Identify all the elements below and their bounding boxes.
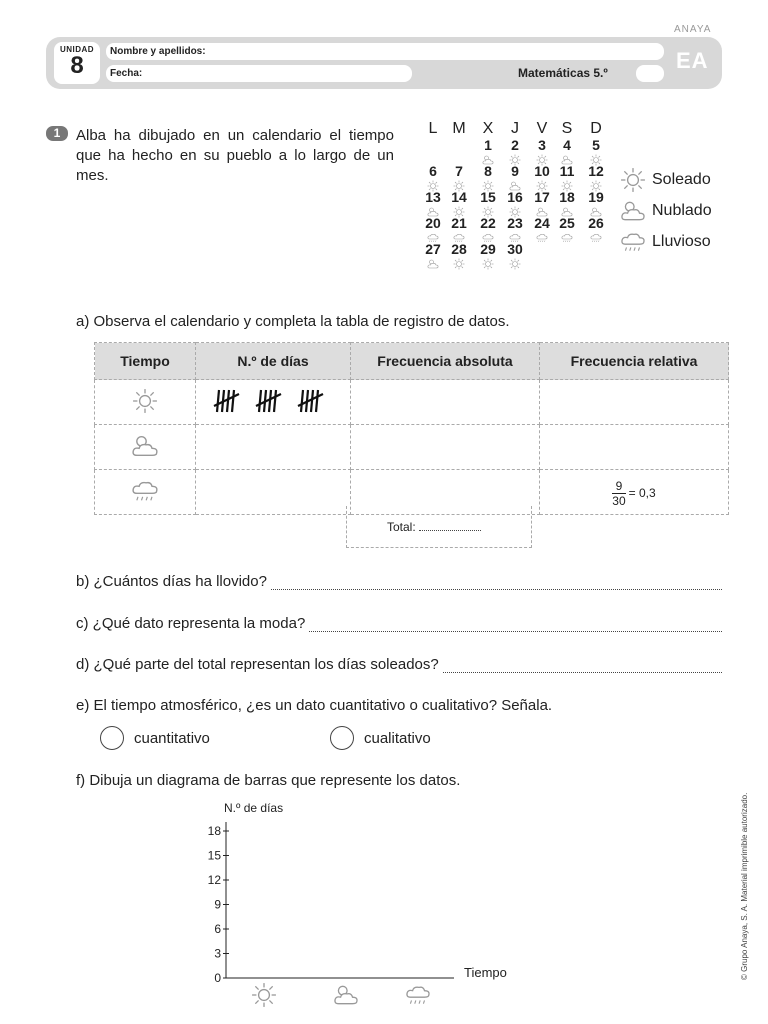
th-dias: N.º de días bbox=[196, 343, 351, 380]
weekday-X: X bbox=[482, 120, 494, 137]
tally-cell[interactable] bbox=[196, 470, 351, 515]
answer-d-line[interactable] bbox=[443, 656, 722, 673]
calendar-day bbox=[502, 190, 528, 217]
calendar-week bbox=[420, 216, 620, 242]
calendar-week bbox=[420, 138, 620, 164]
sunny-icon bbox=[453, 258, 465, 270]
day-number: 21 bbox=[451, 215, 467, 231]
fraction-result: = 0,3 bbox=[628, 486, 656, 500]
calendar-day bbox=[583, 138, 609, 165]
day-number: 26 bbox=[588, 215, 604, 231]
calendar-day bbox=[529, 190, 555, 217]
calendar-day bbox=[475, 138, 501, 165]
part-d-text: d) ¿Qué parte del total representan los días soleados? bbox=[76, 656, 439, 673]
calendar-day bbox=[529, 164, 555, 191]
score-field[interactable] bbox=[636, 65, 664, 82]
day-number: 18 bbox=[559, 189, 575, 205]
calendar-day bbox=[502, 164, 528, 191]
day-number: 25 bbox=[559, 215, 575, 231]
legend-item-cloudy bbox=[620, 195, 712, 226]
legend-label: Soleado bbox=[652, 170, 711, 188]
th-tiempo: Tiempo bbox=[95, 343, 196, 380]
day-number: 19 bbox=[588, 189, 604, 205]
calendar-day bbox=[420, 242, 446, 269]
calendar-day bbox=[529, 216, 555, 243]
total-label: Total: bbox=[387, 520, 416, 534]
calendar-week bbox=[420, 164, 620, 190]
calendar-day bbox=[529, 138, 555, 165]
sunny-icon bbox=[95, 380, 196, 425]
calendar-day bbox=[446, 242, 472, 269]
day-number: 29 bbox=[480, 241, 496, 257]
option-cualitativo-radio[interactable] bbox=[330, 726, 354, 750]
frequency-table bbox=[94, 342, 729, 515]
part-b-text: b) ¿Cuántos días ha llovido? bbox=[76, 573, 267, 590]
calendar-week bbox=[420, 242, 620, 268]
day-number: 27 bbox=[425, 241, 441, 257]
weekday-D: D bbox=[590, 120, 602, 137]
day-number: 4 bbox=[563, 137, 571, 153]
weekday-V: V bbox=[536, 120, 548, 137]
ea-badge: EA bbox=[676, 48, 709, 73]
date-field[interactable]: Fecha: bbox=[106, 65, 412, 82]
day-number: 3 bbox=[538, 137, 546, 153]
abs-freq-cell[interactable] bbox=[351, 380, 540, 425]
tally-cell[interactable] bbox=[196, 425, 351, 470]
weather-legend bbox=[620, 164, 712, 257]
unit-label: UNIDAD bbox=[59, 45, 95, 54]
legend-label: Nublado bbox=[652, 201, 712, 219]
x-axis-label: Tiempo bbox=[464, 965, 507, 980]
answer-b-line[interactable] bbox=[271, 573, 722, 590]
th-frec-abs: Frecuencia absoluta bbox=[351, 343, 540, 380]
option-cuantitativo-label: cuantitativo bbox=[134, 729, 210, 747]
calendar-week bbox=[420, 190, 620, 216]
category-cloudy-icon bbox=[335, 986, 357, 1003]
calendar-day bbox=[502, 242, 528, 269]
y-tick-label: 0 bbox=[214, 971, 221, 985]
day-number: 13 bbox=[425, 189, 441, 205]
calendar-day bbox=[446, 216, 472, 243]
day-number: 7 bbox=[455, 163, 463, 179]
rel-freq-cell bbox=[540, 470, 729, 515]
fraction-numerator: 9 bbox=[615, 478, 623, 493]
calendar-day bbox=[583, 164, 609, 191]
table-row bbox=[95, 380, 729, 425]
day-number: 28 bbox=[451, 241, 467, 257]
calendar bbox=[420, 120, 620, 268]
part-a-text: a) Observa el calendario y completa la tabla de registro de datos. bbox=[76, 313, 510, 330]
day-number: 9 bbox=[511, 163, 519, 179]
name-field[interactable]: Nombre y apellidos: bbox=[106, 43, 664, 60]
part-e-text: e) El tiempo atmosférico, ¿es un dato cuantitativo o cualitativo? Señala. bbox=[76, 697, 553, 714]
rel-freq-cell[interactable] bbox=[540, 380, 729, 425]
calendar-day bbox=[583, 216, 609, 243]
day-number: 30 bbox=[507, 241, 523, 257]
part-f-text: f) Dibuja un diagrama de barras que represente los datos. bbox=[76, 772, 461, 789]
category-rainy-icon bbox=[407, 987, 429, 1003]
y-tick-label: 12 bbox=[207, 873, 221, 887]
exercise-intro: Alba ha dibujado en un calendario el tiempo que ha hecho en su pueblo a lo largo de un mes. bbox=[76, 127, 394, 184]
cloudy-icon bbox=[95, 425, 196, 470]
calendar-day bbox=[475, 216, 501, 243]
fraction-denominator: 30 bbox=[612, 493, 626, 508]
calendar-day bbox=[475, 242, 501, 269]
rainy-icon bbox=[620, 229, 646, 255]
sunny-icon bbox=[509, 258, 521, 270]
tally-marks bbox=[196, 380, 351, 425]
y-tick-label: 3 bbox=[214, 946, 221, 961]
day-number: 24 bbox=[534, 215, 550, 231]
table-row bbox=[95, 425, 729, 470]
day-number: 14 bbox=[451, 189, 467, 205]
option-cualitativo-label: cualitativo bbox=[364, 729, 431, 747]
abs-freq-cell[interactable] bbox=[351, 425, 540, 470]
legend-item-sunny bbox=[620, 164, 712, 195]
calendar-day bbox=[420, 216, 446, 243]
y-tick-label: 9 bbox=[214, 897, 221, 912]
answer-c-line[interactable] bbox=[309, 615, 722, 632]
legend-label: Lluvioso bbox=[652, 232, 711, 250]
day-number: 15 bbox=[480, 189, 496, 205]
total-cell[interactable] bbox=[346, 506, 532, 548]
bar-chart[interactable] bbox=[190, 796, 530, 1010]
day-number: 20 bbox=[425, 215, 441, 231]
sunny-icon bbox=[620, 167, 646, 193]
y-tick-label: 15 bbox=[207, 848, 221, 863]
tally-group-marks bbox=[213, 386, 333, 416]
cloudy-icon bbox=[620, 198, 646, 224]
copyright-note bbox=[738, 780, 750, 980]
publisher-logo: ANAYA bbox=[674, 24, 712, 35]
subject-label: Matemáticas 5.º bbox=[518, 66, 608, 80]
calendar-day bbox=[502, 138, 528, 165]
unit-number: 8 bbox=[70, 52, 84, 79]
weekday-J: J bbox=[511, 120, 519, 137]
weekday-S: S bbox=[561, 120, 573, 137]
day-number: 2 bbox=[511, 137, 519, 153]
rel-freq-cell[interactable] bbox=[540, 425, 729, 470]
unit-box bbox=[54, 42, 100, 84]
calendar-day bbox=[554, 216, 580, 243]
weekday-M: M bbox=[452, 120, 466, 137]
day-number: 12 bbox=[588, 163, 604, 179]
day-number: 22 bbox=[480, 215, 496, 231]
svg-text:© Grupo Anaya, S. A. Material: © Grupo Anaya, S. A. Material imprimible autorizado. bbox=[740, 792, 749, 980]
calendar-day bbox=[420, 164, 446, 191]
day-number: 10 bbox=[534, 163, 550, 179]
calendar-day bbox=[446, 190, 472, 217]
calendar-day bbox=[475, 164, 501, 191]
calendar-day bbox=[475, 190, 501, 217]
y-tick-label: 18 bbox=[207, 824, 221, 838]
day-number: 8 bbox=[484, 163, 492, 179]
weekday-L: L bbox=[428, 120, 438, 137]
cloudy-icon bbox=[427, 258, 439, 270]
calendar-day bbox=[420, 190, 446, 217]
calendar-day bbox=[554, 190, 580, 217]
day-number: 17 bbox=[534, 189, 550, 205]
option-cuantitativo-radio[interactable] bbox=[100, 726, 124, 750]
exercise-number: 1 bbox=[46, 126, 68, 141]
day-number: 16 bbox=[507, 189, 523, 205]
y-axis-label: N.º de días bbox=[224, 801, 284, 815]
legend-item-rainy bbox=[620, 226, 712, 257]
calendar-day bbox=[554, 164, 580, 191]
calendar-day bbox=[583, 190, 609, 217]
sunny-icon bbox=[482, 258, 494, 270]
day-number: 1 bbox=[484, 137, 492, 153]
y-tick-label: 6 bbox=[214, 922, 221, 936]
day-number: 5 bbox=[592, 137, 600, 153]
day-number: 6 bbox=[429, 163, 437, 179]
calendar-day bbox=[446, 164, 472, 191]
day-number: 23 bbox=[507, 215, 523, 231]
calendar-day bbox=[554, 138, 580, 165]
calendar-day bbox=[502, 216, 528, 243]
category-sunny-icon bbox=[252, 983, 276, 1007]
th-frec-rel: Frecuencia relativa bbox=[540, 343, 729, 380]
part-c-text: c) ¿Qué dato representa la moda? bbox=[76, 615, 306, 632]
rainy-icon bbox=[95, 470, 196, 515]
day-number: 11 bbox=[559, 163, 575, 179]
